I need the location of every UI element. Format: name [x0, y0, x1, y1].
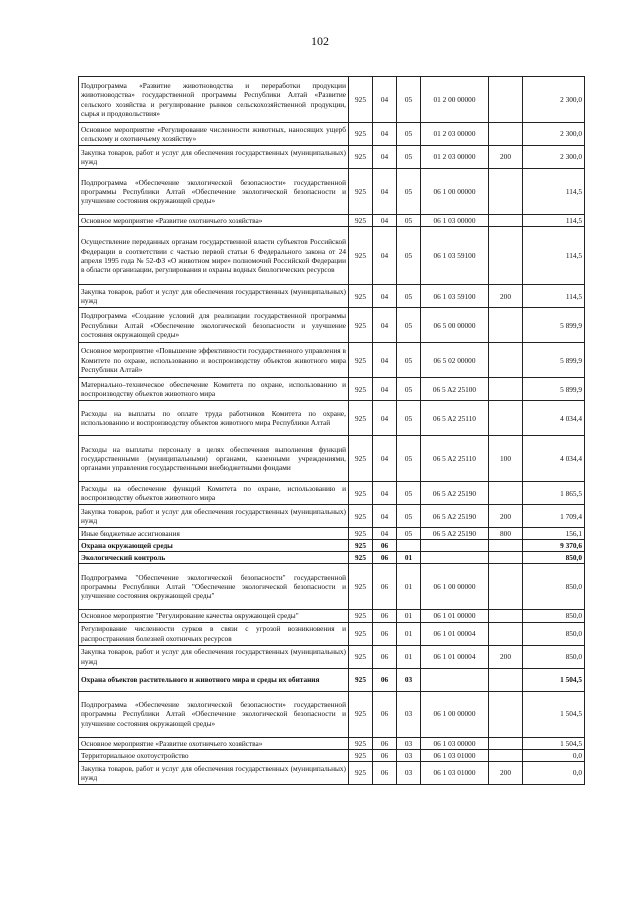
- row-subsection: 01: [397, 552, 421, 564]
- table-row: [79, 146, 585, 169]
- row-subsection: 03: [397, 737, 421, 749]
- row-ved: 925: [349, 761, 373, 784]
- row-section: 06: [373, 540, 397, 552]
- row-ved: 925: [349, 146, 373, 169]
- row-amount: 2 300,0: [523, 146, 585, 169]
- row-name: Материально–техническое обеспечение Комитета по охране, использованию и воспроизводству объектов животного мира: [79, 378, 349, 401]
- row-amount: 9 370,6: [523, 540, 585, 552]
- row-target-article: 06 5 A2 25190: [421, 505, 489, 528]
- row-name: Расходы на выплаты персоналу в целях обеспечения выполнения функций государственными (муниципальными) органами, казенными учреждениями, органами управления государственными внебюджетными фондами: [79, 436, 349, 482]
- row-amount: 850,0: [523, 610, 585, 622]
- row-amount: 1 504,5: [523, 737, 585, 749]
- row-ved: 925: [349, 308, 373, 343]
- row-amount: 850,0: [523, 645, 585, 668]
- row-subsection: 05: [397, 436, 421, 482]
- row-subsection: 03: [397, 749, 421, 761]
- row-section: 04: [373, 343, 397, 378]
- row-name: Охрана окружающей среды: [79, 540, 349, 552]
- row-section: 04: [373, 77, 397, 123]
- row-ved: 925: [349, 622, 373, 645]
- row-ved: 925: [349, 215, 373, 227]
- row-ved: 925: [349, 668, 373, 691]
- table-row: [79, 123, 585, 146]
- row-expense-type: 200: [489, 146, 523, 169]
- table-row: [79, 401, 585, 436]
- table-row: [79, 564, 585, 610]
- row-amount: 4 034,4: [523, 436, 585, 482]
- row-name: Основное мероприятие «Развитие охотничьего хозяйства»: [79, 737, 349, 749]
- row-subsection: 03: [397, 691, 421, 737]
- row-subsection: 01: [397, 564, 421, 610]
- row-name: Закупка товаров, работ и услуг для обеспечения государственных (муниципальных) нужд: [79, 505, 349, 528]
- row-subsection: 05: [397, 343, 421, 378]
- row-ved: 925: [349, 169, 373, 215]
- table-row: [79, 622, 585, 645]
- row-amount: 5 899,9: [523, 378, 585, 401]
- table-row: [79, 227, 585, 285]
- table-row: [79, 645, 585, 668]
- row-section: 06: [373, 610, 397, 622]
- row-subsection: 05: [397, 215, 421, 227]
- row-subsection: 05: [397, 77, 421, 123]
- row-subsection: 05: [397, 285, 421, 308]
- row-section: 06: [373, 668, 397, 691]
- row-expense-type: [489, 227, 523, 285]
- table-row: [79, 691, 585, 737]
- row-expense-type: 200: [489, 761, 523, 784]
- table-row: [79, 215, 585, 227]
- row-subsection: 03: [397, 668, 421, 691]
- row-ved: 925: [349, 285, 373, 308]
- row-target-article: 01 2 00 00000: [421, 77, 489, 123]
- row-target-article: 06 5 A2 25100: [421, 378, 489, 401]
- row-ved: 925: [349, 436, 373, 482]
- page-number: 102: [311, 34, 329, 48]
- row-name: Подпрограмма "Обеспечение экологической безопасности" государственной программы Республики Алтай "Обеспечение экологической безопасности и улучшение состояния окружающей среды": [79, 564, 349, 610]
- row-target-article: 06 1 03 59100: [421, 285, 489, 308]
- table-row: [79, 343, 585, 378]
- row-ved: 925: [349, 540, 373, 552]
- row-amount: 1 504,5: [523, 668, 585, 691]
- row-amount: 850,0: [523, 552, 585, 564]
- row-target-article: 06 1 00 00000: [421, 169, 489, 215]
- row-amount: 850,0: [523, 622, 585, 645]
- row-target-article: [421, 540, 489, 552]
- row-expense-type: 100: [489, 436, 523, 482]
- row-amount: 5 899,9: [523, 308, 585, 343]
- table-row: [79, 482, 585, 505]
- row-target-article: 06 5 A2 25110: [421, 436, 489, 482]
- row-target-article: 01 2 03 00000: [421, 146, 489, 169]
- budget-table-body: [79, 77, 585, 785]
- row-ved: 925: [349, 123, 373, 146]
- row-name: Подпрограмма «Создание условий для реализации государственной программы Республики Алтай «Обеспечение экологической безопасности и улучшение состояния окружающей среды»: [79, 308, 349, 343]
- row-target-article: 06 5 A2 25190: [421, 482, 489, 505]
- table-row: [79, 169, 585, 215]
- row-expense-type: [489, 749, 523, 761]
- row-expense-type: [489, 77, 523, 123]
- budget-table: [78, 76, 585, 785]
- row-subsection: 05: [397, 169, 421, 215]
- row-subsection: [397, 540, 421, 552]
- row-name: Закупка товаров, работ и услуг для обеспечения государственных (муниципальных) нужд: [79, 645, 349, 668]
- row-expense-type: [489, 308, 523, 343]
- row-ved: 925: [349, 505, 373, 528]
- row-amount: 1 504,5: [523, 691, 585, 737]
- row-target-article: 06 1 03 00000: [421, 737, 489, 749]
- table-row: [79, 749, 585, 761]
- row-subsection: 05: [397, 308, 421, 343]
- row-ved: 925: [349, 645, 373, 668]
- row-target-article: [421, 668, 489, 691]
- row-ved: 925: [349, 749, 373, 761]
- row-ved: 925: [349, 77, 373, 123]
- row-ved: 925: [349, 401, 373, 436]
- row-ved: 925: [349, 610, 373, 622]
- row-section: 04: [373, 482, 397, 505]
- row-name: Иные бюджетные ассигнования: [79, 528, 349, 540]
- row-ved: 925: [349, 482, 373, 505]
- row-expense-type: 200: [489, 645, 523, 668]
- row-amount: 156,1: [523, 528, 585, 540]
- row-expense-type: 800: [489, 528, 523, 540]
- row-ved: 925: [349, 691, 373, 737]
- row-expense-type: [489, 401, 523, 436]
- row-expense-type: [489, 737, 523, 749]
- table-row: [79, 610, 585, 622]
- table-row: [79, 761, 585, 784]
- row-target-article: 01 2 03 00000: [421, 123, 489, 146]
- row-expense-type: [489, 123, 523, 146]
- table-row: [79, 436, 585, 482]
- row-section: 04: [373, 169, 397, 215]
- row-section: 06: [373, 645, 397, 668]
- row-section: 06: [373, 622, 397, 645]
- row-name: Регулирование численности сурков в связи с угрозой возникновения и распространения болезней охотничьих ресурсов: [79, 622, 349, 645]
- row-expense-type: [489, 343, 523, 378]
- row-name: Закупка товаров, работ и услуг для обеспечения государственных (муниципальных) нужд: [79, 285, 349, 308]
- table-row: [79, 552, 585, 564]
- row-expense-type: [489, 378, 523, 401]
- row-amount: 1 709,4: [523, 505, 585, 528]
- table-row: [79, 737, 585, 749]
- row-target-article: 06 1 03 00000: [421, 215, 489, 227]
- row-target-article: 06 1 03 01000: [421, 749, 489, 761]
- row-amount: 114,5: [523, 215, 585, 227]
- row-ved: 925: [349, 528, 373, 540]
- row-ved: 925: [349, 343, 373, 378]
- row-section: 04: [373, 378, 397, 401]
- row-section: 04: [373, 401, 397, 436]
- row-target-article: 06 5 00 00000: [421, 308, 489, 343]
- row-expense-type: [489, 482, 523, 505]
- row-target-article: 06 1 01 00004: [421, 645, 489, 668]
- row-section: 04: [373, 528, 397, 540]
- row-expense-type: [489, 215, 523, 227]
- row-expense-type: [489, 691, 523, 737]
- row-section: 06: [373, 691, 397, 737]
- row-section: 06: [373, 564, 397, 610]
- row-expense-type: [489, 564, 523, 610]
- row-name: Закупка товаров, работ и услуг для обеспечения государственных (муниципальных) нужд: [79, 761, 349, 784]
- row-target-article: 06 1 01 00000: [421, 610, 489, 622]
- row-amount: 114,5: [523, 169, 585, 215]
- row-target-article: 06 5 A2 25110: [421, 401, 489, 436]
- row-subsection: 05: [397, 378, 421, 401]
- row-section: 06: [373, 552, 397, 564]
- row-section: 04: [373, 215, 397, 227]
- row-subsection: 05: [397, 227, 421, 285]
- row-target-article: 06 1 03 59100: [421, 227, 489, 285]
- row-expense-type: [489, 552, 523, 564]
- row-amount: 2 300,0: [523, 123, 585, 146]
- row-amount: 4 034,4: [523, 401, 585, 436]
- row-amount: 1 865,5: [523, 482, 585, 505]
- row-subsection: 05: [397, 528, 421, 540]
- row-subsection: 01: [397, 622, 421, 645]
- row-ved: 925: [349, 737, 373, 749]
- row-subsection: 03: [397, 761, 421, 784]
- row-name: Закупка товаров, работ и услуг для обеспечения государственных (муниципальных) нужд: [79, 146, 349, 169]
- row-amount: 114,5: [523, 227, 585, 285]
- row-target-article: 06 5 A2 25190: [421, 528, 489, 540]
- row-amount: 0,0: [523, 761, 585, 784]
- row-subsection: 01: [397, 610, 421, 622]
- row-ved: 925: [349, 564, 373, 610]
- row-expense-type: 200: [489, 505, 523, 528]
- row-expense-type: [489, 610, 523, 622]
- row-name: Подпрограмма «Обеспечение экологической безопасности» государственной программы Республики Алтай «Обеспечение экологической безопасности и улучшение состояния окружающей среды»: [79, 691, 349, 737]
- row-section: 04: [373, 123, 397, 146]
- row-section: 06: [373, 749, 397, 761]
- row-target-article: 06 1 00 00000: [421, 564, 489, 610]
- row-expense-type: [489, 622, 523, 645]
- row-target-article: [421, 552, 489, 564]
- row-name: Охрана объектов растительного и животного мира и среды их обитания: [79, 668, 349, 691]
- row-subsection: 05: [397, 146, 421, 169]
- row-expense-type: [489, 169, 523, 215]
- row-name: Расходы на выплаты по оплате труда работников Комитета по охране, использованию и воспроизводству объектов животного мира Республики Алтай: [79, 401, 349, 436]
- row-name: Основное мероприятие «Развитие охотничьего хозяйства»: [79, 215, 349, 227]
- row-target-article: 06 1 01 00004: [421, 622, 489, 645]
- row-name: Подпрограмма «Обеспечение экологической безопасности» государственной программы Республики Алтай «Обеспечение экологической безопасности и улучшение состояния окружающей среды»: [79, 169, 349, 215]
- table-row: [79, 505, 585, 528]
- row-section: 06: [373, 761, 397, 784]
- row-name: Расходы на обеспечение функций Комитета по охране, использованию и воспроизводству объектов животного мира: [79, 482, 349, 505]
- row-expense-type: 200: [489, 285, 523, 308]
- row-name: Подпрограмма «Развитие животноводства и переработки продукции животноводства» государственной программы Республики Алтай «Развитие сельского хозяйства и регулирование рынков сельскохозяйственной продукции, сырья и продовольствия»: [79, 77, 349, 123]
- row-target-article: 06 1 00 00000: [421, 691, 489, 737]
- row-target-article: 06 1 03 01000: [421, 761, 489, 784]
- row-name: Территориальное охотоустройство: [79, 749, 349, 761]
- row-subsection: 05: [397, 505, 421, 528]
- row-section: 04: [373, 146, 397, 169]
- row-amount: 5 899,9: [523, 343, 585, 378]
- table-row: [79, 308, 585, 343]
- table-row: [79, 528, 585, 540]
- row-amount: 114,5: [523, 285, 585, 308]
- row-ved: 925: [349, 378, 373, 401]
- row-subsection: 05: [397, 401, 421, 436]
- table-row: [79, 77, 585, 123]
- row-amount: 2 300,0: [523, 77, 585, 123]
- row-subsection: 05: [397, 123, 421, 146]
- table-row: [79, 668, 585, 691]
- row-name: Осуществление переданных органам государственной власти субъектов Российской Федерации в соответствии с частью первой статьи 6 Федерального закона от 24 апреля 1995 года № 52-ФЗ «О животном мире» полномочий Российской Федерации в области организации, регулирования и охраны водных биологических ресурсов: [79, 227, 349, 285]
- row-expense-type: [489, 540, 523, 552]
- row-name: Экологический контроль: [79, 552, 349, 564]
- row-section: 04: [373, 505, 397, 528]
- row-section: 04: [373, 308, 397, 343]
- row-ved: 925: [349, 552, 373, 564]
- row-amount: 850,0: [523, 564, 585, 610]
- row-subsection: 01: [397, 645, 421, 668]
- row-section: 06: [373, 737, 397, 749]
- row-ved: 925: [349, 227, 373, 285]
- row-amount: 0,0: [523, 749, 585, 761]
- table-row: [79, 378, 585, 401]
- row-name: Основное мероприятие "Регулирование качества окружающей среды": [79, 610, 349, 622]
- table-row: [79, 540, 585, 552]
- row-expense-type: [489, 668, 523, 691]
- table-row: [79, 285, 585, 308]
- row-name: Основное мероприятие «Регулирование численности животных, наносящих ущерб сельскому и охотничьему хозяйству»: [79, 123, 349, 146]
- row-name: Основное мероприятие «Повышение эффективности государственного управления в Комитете по охране, использованию и воспроизводству объектов животного мира Республики Алтай»: [79, 343, 349, 378]
- row-section: 04: [373, 227, 397, 285]
- row-section: 04: [373, 285, 397, 308]
- row-subsection: 05: [397, 482, 421, 505]
- row-section: 04: [373, 436, 397, 482]
- row-target-article: 06 5 02 00000: [421, 343, 489, 378]
